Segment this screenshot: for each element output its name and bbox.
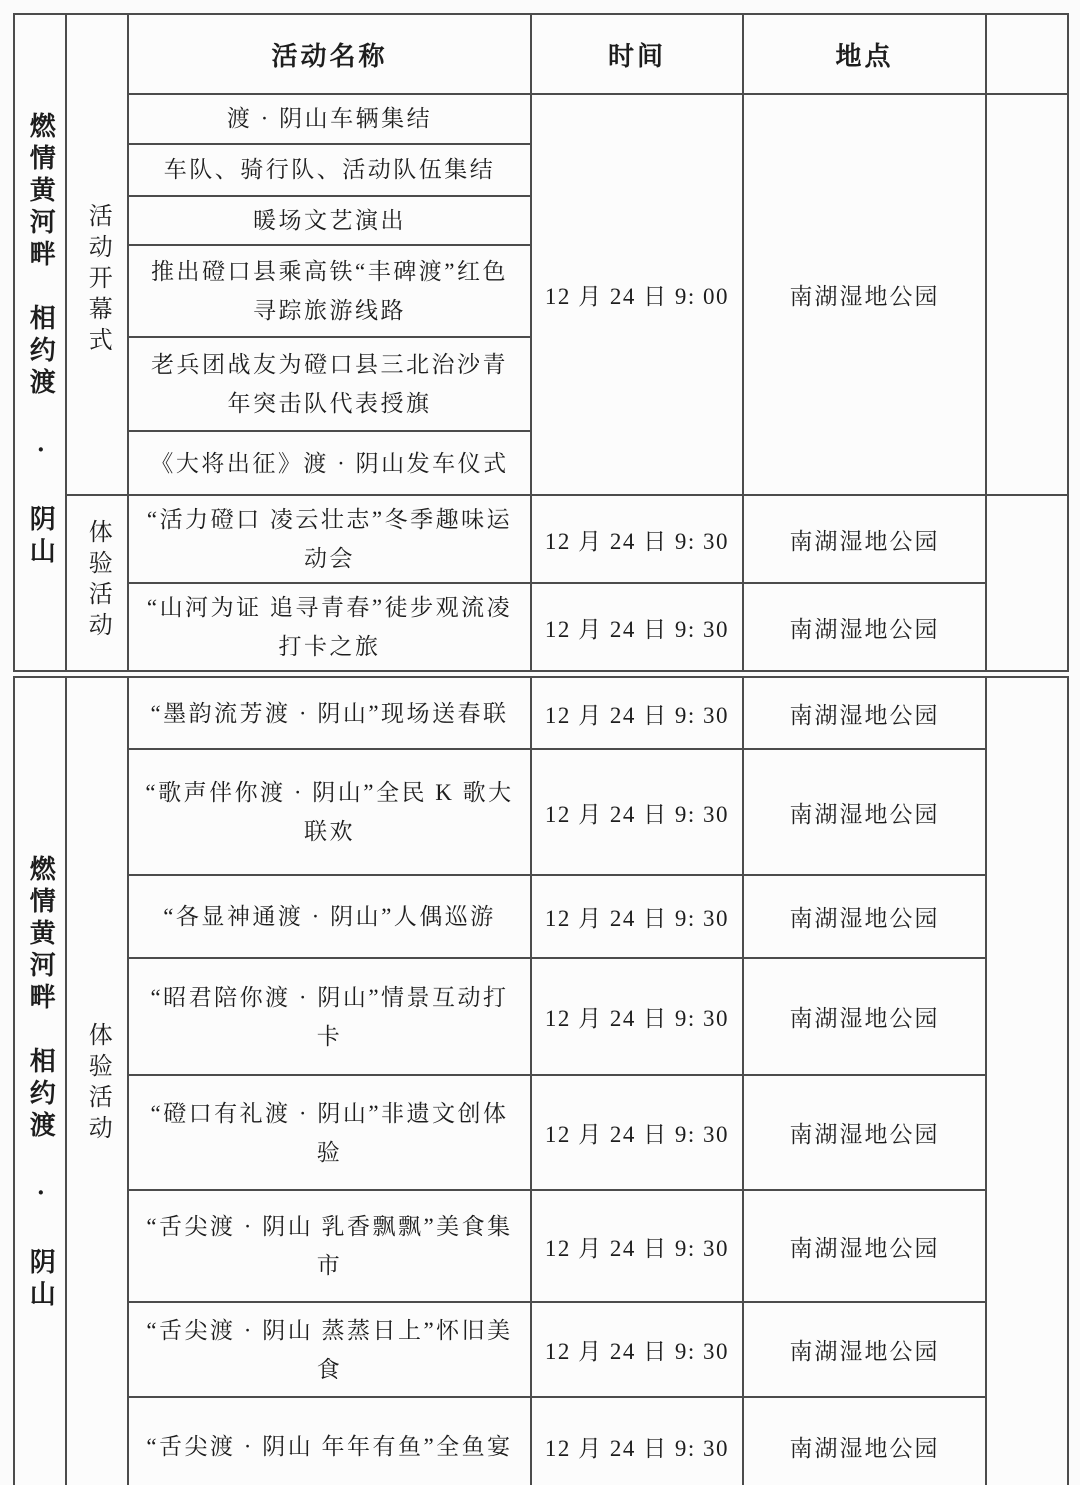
location-cell: 南湖湿地公园 (743, 875, 986, 958)
time-cell: 12 月 24 日 9: 30 (531, 1302, 743, 1397)
theme-cell-section-2 (14, 677, 66, 1485)
location-cell: 南湖湿地公园 (743, 1397, 986, 1485)
table-row (14, 583, 1068, 671)
activity-name-cell: “昭君陪你渡 · 阴山”情景互动打卡 (128, 958, 531, 1075)
table-row (14, 495, 1068, 583)
tables-wrap (13, 13, 1067, 1485)
location-cell-merged: 南湖湿地公园 (743, 94, 986, 495)
location-cell: 南湖湿地公园 (743, 495, 986, 583)
table-row (14, 958, 1068, 1075)
table-row (14, 94, 1068, 144)
group-cell-opening-ceremony (66, 14, 128, 495)
activity-name-cell: “舌尖渡 · 阴山 蒸蒸日上”怀旧美食 (128, 1302, 531, 1397)
time-cell: 12 月 24 日 9: 30 (531, 583, 743, 671)
column-header-activity: 活动名称 (128, 14, 531, 94)
activity-name-cell: “磴口有礼渡 · 阴山”非遗文创体验 (128, 1075, 531, 1190)
schedule-table-section-2 (13, 676, 1069, 1485)
table-row (14, 875, 1068, 958)
notes-cell (986, 677, 1068, 1485)
time-cell: 12 月 24 日 9: 30 (531, 1075, 743, 1190)
table-row (14, 1302, 1068, 1397)
location-cell: 南湖湿地公园 (743, 677, 986, 749)
time-cell: 12 月 24 日 9: 30 (531, 958, 743, 1075)
group-label-experience-activities: 体验活动 (84, 1021, 111, 1146)
time-cell: 12 月 24 日 9: 30 (531, 677, 743, 749)
notes-cell (986, 94, 1068, 495)
time-cell: 12 月 24 日 9: 30 (531, 495, 743, 583)
activity-name-cell: “舌尖渡 · 阴山 年年有鱼”全鱼宴 (128, 1397, 531, 1485)
location-cell: 南湖湿地公园 (743, 583, 986, 671)
theme-cell-section-1 (14, 14, 66, 671)
table-row (14, 1075, 1068, 1190)
activity-name-cell: 车队、骑行队、活动队伍集结 (128, 144, 531, 196)
header-row (14, 14, 1068, 94)
activity-name-cell: “各显神通渡 · 阴山”人偶巡游 (128, 875, 531, 958)
activity-name-cell: 老兵团战友为磴口县三北治沙青年突击队代表授旗 (128, 337, 531, 431)
location-cell: 南湖湿地公园 (743, 1075, 986, 1190)
location-cell: 南湖湿地公园 (743, 1302, 986, 1397)
activity-name-cell: 推出磴口县乘高铁“丰碑渡”红色寻踪旅游线路 (128, 245, 531, 337)
table-row (14, 1397, 1068, 1485)
location-cell: 南湖湿地公园 (743, 958, 986, 1075)
time-cell: 12 月 24 日 9: 30 (531, 875, 743, 958)
activity-name-cell: “墨韵流芳渡 · 阴山”现场送春联 (128, 677, 531, 749)
group-cell-experience-activities (66, 495, 128, 671)
location-cell: 南湖湿地公园 (743, 749, 986, 875)
activity-name-cell: “山河为证 追寻青春”徒步观流凌打卡之旅 (128, 583, 531, 671)
activity-name-cell: 《大将出征》渡 · 阴山发车仪式 (128, 431, 531, 495)
group-label-experience-activities: 体验活动 (84, 518, 111, 643)
activity-name-cell: “活力磴口 凌云壮志”冬季趣味运动会 (128, 495, 531, 583)
table-row (14, 677, 1068, 749)
time-cell: 12 月 24 日 9: 30 (531, 1190, 743, 1302)
group-label-opening-ceremony: 活动开幕式 (84, 202, 111, 358)
time-cell: 12 月 24 日 9: 30 (531, 1397, 743, 1485)
activity-name-cell: “舌尖渡 · 阴山 乳香飘飘”美食集市 (128, 1190, 531, 1302)
theme-label: 燃情黄河畔 相约渡 · 阴山 (26, 855, 56, 1313)
theme-label: 燃情黄河畔 相约渡 · 阴山 (26, 111, 56, 569)
table-row (14, 1190, 1068, 1302)
schedule-table-section-1 (13, 13, 1069, 672)
activity-name-cell: 暖场文艺演出 (128, 196, 531, 245)
notes-cell (986, 495, 1068, 671)
group-cell-experience-activities (66, 677, 128, 1485)
time-cell-merged: 12 月 24 日 9: 00 (531, 94, 743, 495)
notes-header-cell (986, 14, 1068, 94)
column-header-location: 地点 (743, 14, 986, 94)
location-cell: 南湖湿地公园 (743, 1190, 986, 1302)
time-cell: 12 月 24 日 9: 30 (531, 749, 743, 875)
table-row (14, 749, 1068, 875)
activity-name-cell: 渡 · 阴山车辆集结 (128, 94, 531, 144)
column-header-time: 时间 (531, 14, 743, 94)
activity-name-cell: “歌声伴你渡 · 阴山”全民 K 歌大联欢 (128, 749, 531, 875)
